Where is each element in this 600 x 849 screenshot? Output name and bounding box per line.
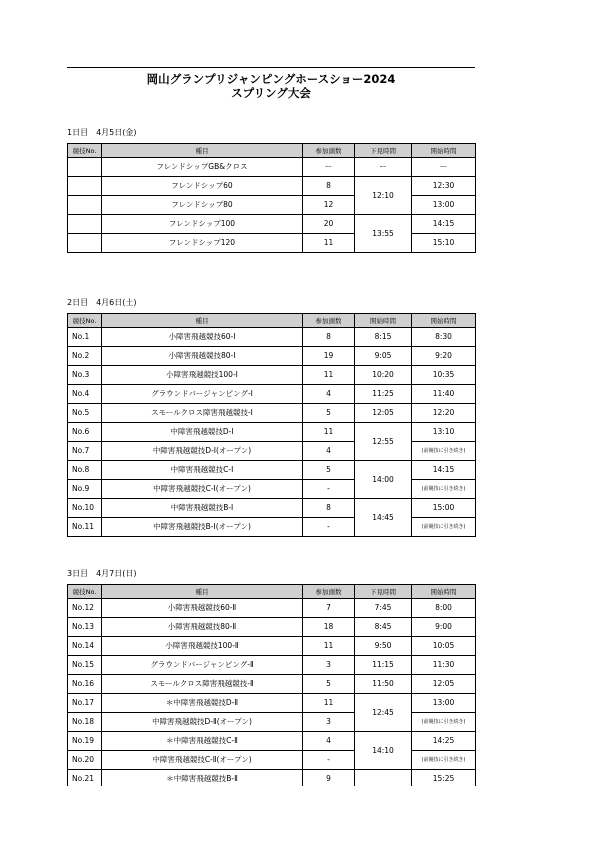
cell-entries: 5 [303,675,355,694]
cell-start: 15:00 [412,499,476,518]
header-no: 競技No. [68,144,102,158]
cell-event: フレンドシップ120 [102,234,303,253]
cell-inspection: 9:50 [355,637,412,656]
cell-event: 中障害飛越競技C-Ⅰ [102,461,303,480]
cell-event: グラウンドバージャンピング-Ⅱ [102,656,303,675]
header-start: 開始時間 [412,314,476,328]
cell-start: 15:10 [412,234,476,253]
header-entries: 参加頭数 [303,314,355,328]
header-inspection: 下見時間 [355,144,412,158]
cell-start: 13:00 [412,694,476,713]
cell-start: (前競技に引き続き) [412,442,476,461]
table-row [68,385,476,404]
document-subtitle: スプリング大会 [231,86,311,100]
cell-inspection: 11:25 [355,385,412,404]
cell-event: ＊中障害飛越競技D-Ⅱ [102,694,303,713]
cell-no [68,215,102,234]
cell-start: 8:00 [412,599,476,618]
cell-start: 14:15 [412,215,476,234]
cell-event: 中障害飛越競技C-Ⅰ(オープン) [102,480,303,499]
table-row [68,751,476,770]
cell-start: 8:30 [412,328,476,347]
cell-start: (前競技に引き続き) [412,480,476,499]
cell-inspection: 12:45 [355,694,412,732]
table-row [68,499,476,518]
cell-start: 15:25 [412,770,476,789]
cell-start: ー [412,158,476,177]
header-start: 開始時間 [412,144,476,158]
table-row [68,196,476,215]
cell-entries: 8 [303,499,355,518]
cell-entries: 18 [303,618,355,637]
cell-no: No.18 [68,713,102,732]
cell-start: 12:30 [412,177,476,196]
cell-entries: 5 [303,404,355,423]
header-inspection: 下見時間 [355,585,412,599]
cell-inspection: 14:45 [355,499,412,537]
cell-entries: 8 [303,328,355,347]
cell-entries: 11 [303,694,355,713]
cell-start: 10:05 [412,637,476,656]
cell-event: ＊中障害飛越競技B-Ⅱ [102,770,303,789]
cell-inspection: 12:05 [355,404,412,423]
cell-inspection: 12:55 [355,423,412,461]
cell-event: 中障害飛越競技B-Ⅰ [102,499,303,518]
table-row [68,366,476,385]
table-row [68,656,476,675]
cell-entries: 5 [303,461,355,480]
table-header [68,585,476,599]
cell-event: 中障害飛越競技B-Ⅰ(オープン) [102,518,303,537]
cell-no: No.12 [68,599,102,618]
cell-no: No.8 [68,461,102,480]
cell-no: No.9 [68,480,102,499]
cell-entries: 12 [303,196,355,215]
table-row [68,637,476,656]
cell-start: 14:15 [412,461,476,480]
cell-start: 10:35 [412,366,476,385]
cell-entries: 19 [303,347,355,366]
cell-event: 小障害飛越競技80-Ⅱ [102,618,303,637]
cell-entries: 9 [303,770,355,789]
cell-event: ＊中障害飛越競技C-Ⅱ [102,732,303,751]
cell-inspection: 10:20 [355,366,412,385]
cell-no: No.21 [68,770,102,789]
day1-table [67,143,476,253]
cell-entries: 11 [303,366,355,385]
day2-label: 2日目 4月6日(土) [67,298,137,307]
cell-inspection: 12:10 [355,177,412,215]
cell-inspection: 14:10 [355,732,412,770]
header-inspection: 開始時間 [355,314,412,328]
table-row [68,675,476,694]
cell-no: No.19 [68,732,102,751]
header-event: 種目 [102,585,303,599]
cell-no: No.1 [68,328,102,347]
table-row [68,618,476,637]
cell-entries: 3 [303,656,355,675]
cell-no [68,177,102,196]
cell-no: No.11 [68,518,102,537]
cell-event: 中障害飛越競技D-Ⅰ [102,423,303,442]
table-row [68,461,476,480]
cell-event: スモールクロス障害飛越競技-Ⅱ [102,675,303,694]
cell-start: 14:25 [412,732,476,751]
cell-entries: 3 [303,713,355,732]
cell-event: 中障害飛越競技D-Ⅰ(オープン) [102,442,303,461]
cell-entries: 20 [303,215,355,234]
cell-event: 小障害飛越競技100-Ⅱ [102,637,303,656]
header-no: 競技No. [68,585,102,599]
table-row [68,732,476,751]
cell-no: No.20 [68,751,102,770]
cell-no: No.5 [68,404,102,423]
cell-event: 小障害飛越競技60-Ⅰ [102,328,303,347]
cell-inspection: 11:15 [355,656,412,675]
table-row [68,480,476,499]
header-event: 種目 [102,144,303,158]
cell-inspection: 7:45 [355,599,412,618]
day1-label: 1日目 4月5日(金) [67,128,137,137]
cell-no [68,158,102,177]
cell-inspection: 11:50 [355,675,412,694]
page-cut [0,786,600,849]
cell-start: 12:20 [412,404,476,423]
header-no: 競技No. [68,314,102,328]
cell-start: (前競技に引き続き) [412,713,476,732]
cell-event: 小障害飛越競技80-Ⅰ [102,347,303,366]
cell-start: (前競技に引き続き) [412,751,476,770]
cell-event: フレンドシップ80 [102,196,303,215]
cell-no: No.3 [68,366,102,385]
cell-no: No.17 [68,694,102,713]
cell-no: No.6 [68,423,102,442]
header-entries: 参加頭数 [303,144,355,158]
document-title: 岡山グランプリジャンピングホースショー2024 [146,72,396,86]
cell-no [68,196,102,215]
cell-no: No.2 [68,347,102,366]
title-rule [67,67,475,68]
cell-start: 9:00 [412,618,476,637]
cell-no: No.4 [68,385,102,404]
cell-event: フレンドシップ100 [102,215,303,234]
cell-start: 13:00 [412,196,476,215]
cell-no [68,234,102,253]
cell-inspection: 8:45 [355,618,412,637]
cell-no: No.13 [68,618,102,637]
table-header [68,314,476,328]
cell-event: フレンドシップGB&クロス [102,158,303,177]
day3-table [67,584,476,808]
header-entries: 参加頭数 [303,585,355,599]
cell-inspection: 14:00 [355,461,412,499]
table-row [68,177,476,196]
day3-label: 3日目 4月7日(日) [67,569,137,578]
header-event: 種目 [102,314,303,328]
cell-no: No.15 [68,656,102,675]
cell-event: グラウンドバージャンピング-Ⅰ [102,385,303,404]
table-row [68,713,476,732]
cell-start: 11:30 [412,656,476,675]
cell-inspection: 9:05 [355,347,412,366]
cell-entries: ー [303,158,355,177]
cell-entries: - [303,480,355,499]
table-row [68,347,476,366]
cell-entries: - [303,518,355,537]
cell-start: 11:40 [412,385,476,404]
cell-entries: 4 [303,732,355,751]
cell-no: No.16 [68,675,102,694]
table-header [68,144,476,158]
table-row [68,423,476,442]
table-row [68,328,476,347]
cell-no: No.14 [68,637,102,656]
cell-entries: 11 [303,234,355,253]
cell-entries: 7 [303,599,355,618]
cell-start: (前競技に引き続き) [412,518,476,537]
cell-event: 中障害飛越競技D-Ⅱ(オープン) [102,713,303,732]
table-row [68,599,476,618]
table-row [68,158,476,177]
day2-table [67,313,476,537]
cell-entries: 4 [303,442,355,461]
table-row [68,215,476,234]
cell-entries: 8 [303,177,355,196]
cell-entries: 11 [303,423,355,442]
cell-entries: - [303,751,355,770]
cell-start: 13:10 [412,423,476,442]
table-row [68,518,476,537]
cell-event: スモールクロス障害飛越競技-Ⅰ [102,404,303,423]
cell-start: 9:20 [412,347,476,366]
table-row [68,442,476,461]
cell-inspection: 13:55 [355,215,412,253]
header-start: 開始時間 [412,585,476,599]
cell-entries: 4 [303,385,355,404]
cell-inspection: ー [355,158,412,177]
cell-event: 小障害飛越競技100-Ⅰ [102,366,303,385]
cell-no: No.7 [68,442,102,461]
cell-no: No.10 [68,499,102,518]
table-row [68,694,476,713]
cell-event: 小障害飛越競技60-Ⅱ [102,599,303,618]
cell-start: 12:05 [412,675,476,694]
cell-event: フレンドシップ60 [102,177,303,196]
table-row [68,234,476,253]
cell-entries: 11 [303,637,355,656]
table-row [68,404,476,423]
cell-event: 中障害飛越競技C-Ⅱ(オープン) [102,751,303,770]
cell-inspection: 8:15 [355,328,412,347]
